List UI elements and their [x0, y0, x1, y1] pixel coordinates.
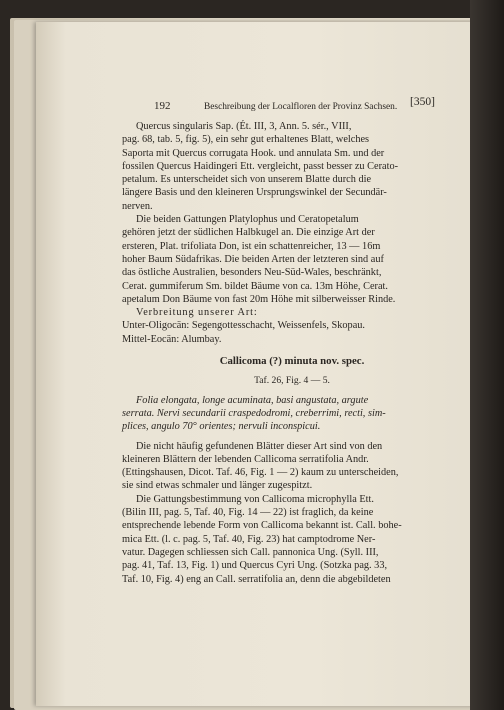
running-title: Beschreibung der Localfloren der Provinz Sachsen.	[204, 102, 398, 112]
text-line: sie sind etwas schmaler und länger zugespitzt.	[122, 480, 313, 492]
text-line: petalum. Es unterscheidet sich von unserem Blatte durch die	[122, 174, 372, 186]
text-line: gehören jetzt der südlichen Halbkugel an. Die einzige Art der	[122, 227, 375, 239]
diagnosis-line: Folia elongata, longe acuminata, basi angustata, argute	[136, 394, 369, 406]
text-line: Saporta mit Quercus corrugata Hook. und annulata Sm. und der	[122, 147, 385, 159]
diagnosis-line: plices, angulo 70° orientes; nervuli inconspicui.	[122, 421, 321, 433]
text-line: Cerat. gummiferum Sm. bildet Bäume von ca. 13m Höhe, Cerat.	[122, 280, 388, 292]
page-header	[122, 96, 462, 114]
page-content	[122, 96, 462, 586]
text-line: das östliche Australien, besonders Neu-Süd-Wales, beschränkt,	[122, 267, 382, 279]
page-number: 192	[154, 100, 171, 112]
text-line: (Ettingshausen, Dicot. Taf. 46, Fig. 1 — 2) kaum zu unterscheiden,	[122, 467, 399, 479]
text-line: (Bilin III, pag. 5, Taf. 40, Fig. 14 — 22) ist fraglich, da keine	[122, 507, 374, 519]
text-line: vatur. Dagegen schliessen sich Call. pannonica Ung. (Syll. III,	[122, 546, 379, 558]
distribution-line: Unter-Oligocän: Segengottesschacht, Weissenfels, Skopau.	[122, 320, 365, 332]
text-line: entsprechende lebende Form von Callicoma bekannt ist. Call. bohe-	[122, 520, 402, 532]
diagnosis-line: serrata. Nervi secundarii craspedodromi, creberrimi, recti, sim-	[122, 407, 386, 419]
text-line: pag. 41, Taf. 13, Fig. 1) und Quercus Cyri Ung. (Sotzka pag. 33,	[122, 560, 388, 572]
distribution-line: Mittel-Eocän: Alumbay.	[122, 333, 222, 345]
text-line: Die Gattungsbestimmung von Callicoma microphylla Ett.	[136, 493, 374, 505]
text-line: ersteren, Plat. trifoliata Don, ist ein schattenreicher, 13 — 16m	[122, 240, 381, 252]
bracket-number: [350]	[410, 96, 435, 108]
text-line: apetalum Don Bäume von fast 20m Höhe mit silberweisser Rinde.	[122, 293, 396, 305]
text-line: mica Ett. (l. c. pag. 5, Taf. 40, Fig. 23) hat camptodrome Ner-	[122, 533, 376, 545]
text-line: nerven.	[122, 200, 153, 212]
text-line: hoher Baum Südafrikas. Die beiden Arten der letzteren sind auf	[122, 253, 384, 265]
book-spine	[470, 0, 504, 710]
text-line: kleineren Blättern der lebenden Callicoma serratifolia Andr.	[122, 453, 369, 465]
text-line: Quercus singularis Sap. (Ét. III, 3, Ann. 5. sér., VIII,	[136, 121, 352, 132]
text-line: Taf. 10, Fig. 4) eng an Call. serratifolia an, denn die abgebildeten	[122, 573, 391, 585]
text-line: Die nicht häufig gefundenen Blätter dieser Art sind von den	[136, 440, 383, 452]
plate-reference: Taf. 26, Fig. 4 — 5.	[254, 375, 330, 387]
text-line: pag. 68, tab. 5, fig. 5), ein sehr gut erhaltenes Blatt, welches	[122, 134, 370, 146]
distribution-heading: Verbreitung unserer Art:	[136, 307, 258, 319]
text-line: längere Basis und den kleineren Ursprungswinkel der Secundär-	[122, 187, 387, 199]
species-title: Callicoma (?) minuta nov. spec.	[219, 355, 365, 368]
text-line: fossilen Quercus Haidingeri Ett. vergleicht, passt besser zu Cerato-	[122, 160, 399, 172]
text-line: Die beiden Gattungen Platylophus und Ceratopetalum	[136, 214, 359, 226]
